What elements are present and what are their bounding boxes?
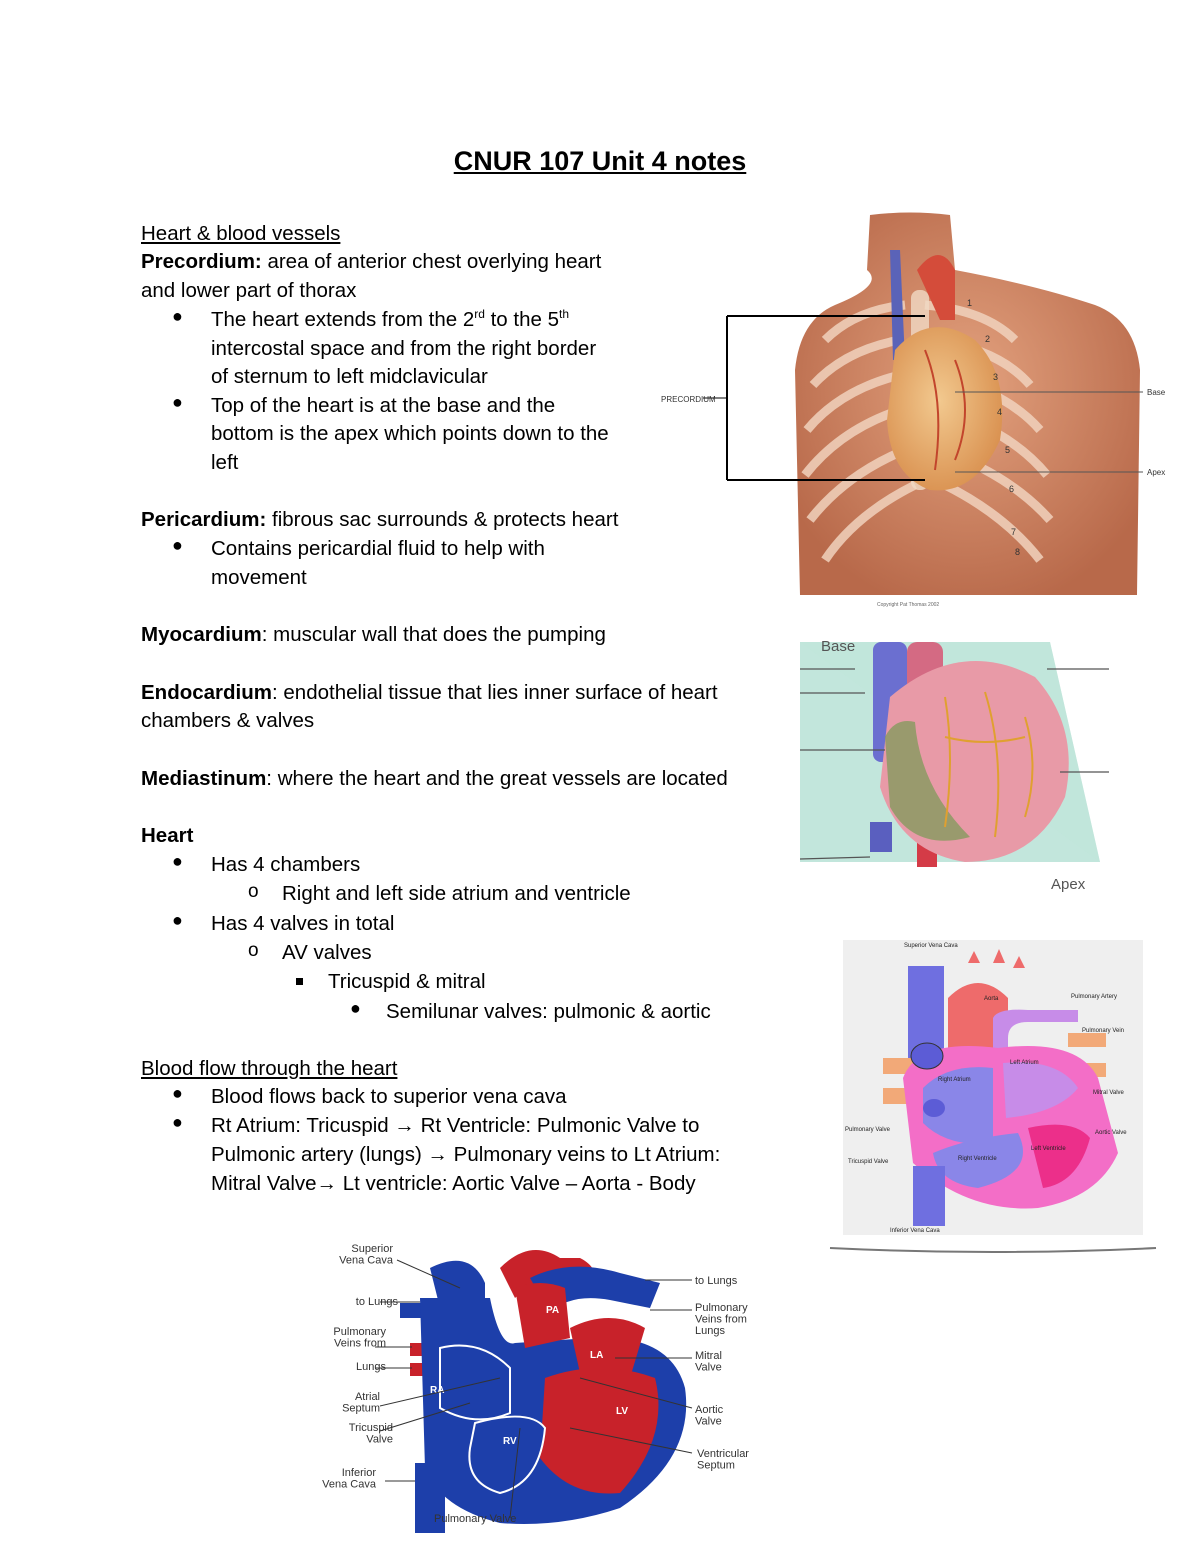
rib-number: 5 [1005,445,1011,455]
aorta-label: Aorta [984,996,999,1002]
list-item: Has 4 valves in total [211,912,395,935]
precordium-definition [141,248,601,277]
bullet: ● [172,1112,183,1132]
endocardium-definition [141,679,718,708]
mediastinum-term: Mediastinum [141,767,267,790]
bullet-text: left [211,451,239,474]
pericardium-def-text: fibrous sac surrounds & protects heart [266,508,619,531]
section-heading-heart-vessels: Heart & blood vessels [141,222,341,245]
ao-label: AO [500,1322,515,1333]
pulm-valve-label: Pulmonary Valve [845,1127,890,1133]
bullet: ● [350,998,361,1018]
bullet: ● [172,306,183,326]
rib-number: 7 [1011,527,1017,537]
lungs-left-label: Lungs [356,1361,386,1373]
bullet: ● [172,1083,183,1103]
bullet-text: movement [211,566,307,589]
bullet-text: intercostal space and from the right border [211,337,597,360]
heart-flow-diagram [828,938,1160,1256]
bullet: ● [172,851,183,871]
superscript: rd [474,307,485,322]
endocardium-definition-cont: chambers & valves [141,709,315,732]
list-item: Right and left side atrium and ventricle [282,882,631,905]
pa-label: PA [546,1305,560,1316]
base-label: Base [1147,388,1166,397]
tricuspid-valve-label: Tricuspid Valve [348,1422,393,1446]
right-atrium-label: Right Atrium [938,1077,971,1083]
aortic-valve-label: Aortic Valve [1095,1130,1127,1136]
ra-label: RA [430,1385,445,1396]
left-atrium-label: Left Atrium [1010,1060,1039,1066]
bullet: ● [172,535,183,555]
chest-precordium-figure [655,210,1175,610]
aortic-valve-label: Aortic Valve [695,1404,724,1428]
heart-base-apex-figure [795,637,1115,899]
bullet: ● [172,392,183,412]
rib-number: 6 [1009,484,1015,494]
bullet-text: Contains pericardial fluid to help with [211,537,545,560]
rib-number: 1 [967,298,973,308]
pulm-veins-right-label: Pulmonary Veins from Lungs [695,1302,748,1338]
endocardium-def-text: : endothelial tissue that lies inner surface of heart [272,681,718,704]
pulmonary-valve-label: Pulmonary Valve [434,1513,517,1525]
precordium-def-text: area of anterior chest overlying heart [261,250,602,273]
list-item: Rt Atrium: Tricuspid → Rt Ventricle: Pulmonic Valve to [211,1114,700,1137]
section-heading-blood-flow: Blood flow through the heart [141,1057,398,1080]
bullet-text [211,306,569,335]
la-label: LA [590,1350,604,1361]
myocardium-def-text: : muscular wall that does the pumping [261,623,606,646]
svc-label: Superior Vena Cava [904,943,958,949]
section-heading-heart: Heart [141,824,194,847]
list-item: Tricuspid & mitral [328,970,486,993]
sub-bullet: o [248,881,259,902]
pulm-vein-label: Pulmonary Vein [1082,1028,1125,1034]
base-label: Base [821,638,856,655]
pericardium-term: Pericardium: [141,508,267,531]
endocardium-term: Endocardium [141,681,272,704]
list-item: Pulmonic artery (lungs) → Pulmonary veins to Lt Atrium: [211,1143,721,1166]
pericardium-definition [141,506,618,535]
svc-label: Superior Vena Cava [339,1243,393,1267]
ivc-label: Inferior Vena Cava [322,1467,376,1491]
mediastinum-def-text: : where the heart and the great vessels are located [266,767,728,790]
bullet-text: Top of the heart is at the base and the [211,394,556,417]
lv-label: LV [616,1406,629,1417]
rib-number: 2 [985,334,991,344]
mitral-valve-label: Mitral Valve [695,1350,722,1374]
pulm-artery-label: Pulmonary Artery [1071,994,1118,1000]
bullet-text-part: to the 5 [484,308,559,331]
bullet-text-part: The heart extends from the 2 [211,308,475,331]
page-title: CNUR 107 Unit 4 notes [453,146,747,176]
precordium-label: PRECORDIUM [661,395,716,404]
apex-label: Apex [1147,468,1166,477]
to-lungs-right-label: to Lungs [695,1275,738,1287]
sub-bullet: o [248,940,259,961]
atrial-septum-label: Atrial Septum [342,1391,380,1415]
mediastinum-definition [141,765,728,794]
copyright-label: Copyright Pat Thomas 2002 [877,602,940,608]
ventricular-septum-label: Ventricular Septum [697,1448,749,1472]
myocardium-term: Myocardium [141,623,262,646]
list-item: Mitral Valve→ Lt ventricle: Aortic Valve – Aorta - Body [211,1172,696,1195]
myocardium-definition [141,621,606,650]
list-item: Has 4 chambers [211,853,361,876]
square-bullet [296,978,303,985]
ivc-label: Inferior Vena Cava [890,1228,940,1234]
list-item: AV valves [282,941,372,964]
list-item: Semilunar valves: pulmonic & aortic [386,1000,711,1023]
superscript: th [559,307,570,322]
pulm-veins-left-label: Pulmonary Veins from [333,1326,386,1350]
bullet-text: of sternum to left midclavicular [211,365,488,388]
tricuspid-valve-label: Tricuspid Valve [848,1159,889,1165]
rib-number: 4 [997,407,1003,417]
rib-number: 3 [993,372,999,382]
precordium-term: Precordium: [141,250,262,273]
bullet: ● [172,910,183,930]
labelled-heart-diagram [300,1228,780,1540]
bullet-text: bottom is the apex which points down to the [211,422,609,445]
right-ventricle-label: Right Ventricle [958,1156,997,1162]
precordium-definition-cont: and lower part of thorax [141,279,357,302]
to-lungs-left-label: to Lungs [355,1296,398,1308]
left-ventricle-label: Left Ventricle [1031,1146,1066,1152]
rib-number: 8 [1015,547,1021,557]
apex-label: Apex [1051,876,1086,893]
list-item: Blood flows back to superior vena cava [211,1085,567,1108]
rv-label: RV [503,1436,517,1447]
mitral-valve-label: Mitral Valve [1093,1090,1124,1096]
